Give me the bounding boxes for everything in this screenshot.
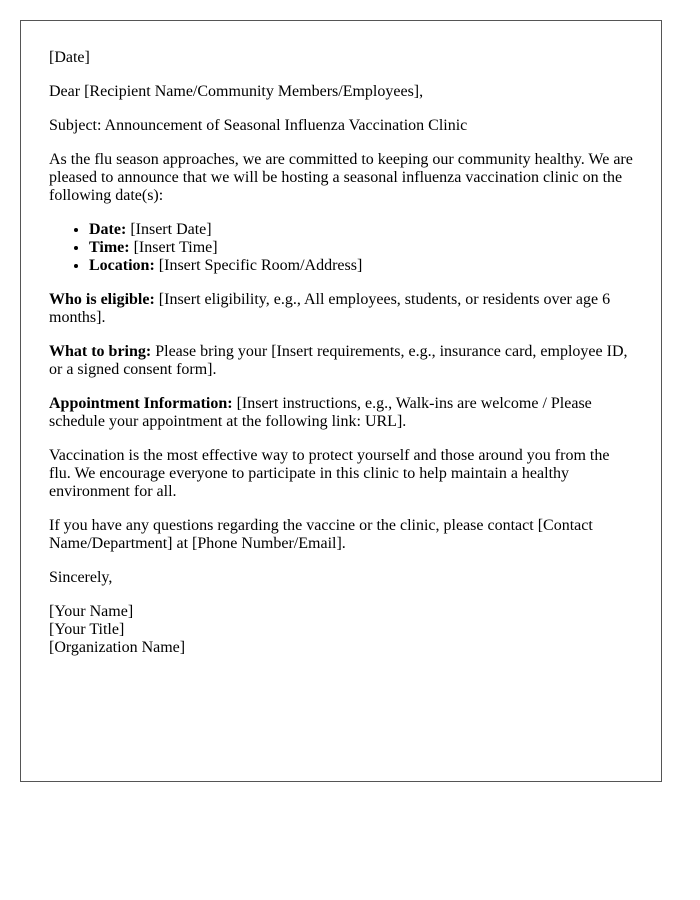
letter	[20, 20, 662, 782]
signature-block	[49, 603, 633, 657]
signature-title: [Your Title]	[49, 621, 125, 638]
clinic-details-list	[49, 221, 633, 275]
detail-date: • Date: [Insert Date]	[89, 221, 633, 239]
eligibility-paragraph: Who is eligible: [Insert eligibility, e.g., All employees, students, or residents over age 6 months].	[49, 291, 611, 326]
contact-paragraph: If you have any questions regarding the vaccine or the clinic, please contact [Contact Name/Department] at [Phone Number/Email].	[49, 517, 593, 552]
salutation: Dear [Recipient Name/Community Members/Employees],	[49, 83, 424, 100]
intro-paragraph: As the flu season approaches, we are committed to keeping our community healthy. We are pleased to announce that we will be hosting a seasonal influenza vaccination clinic on the following date(s):	[49, 151, 633, 204]
closing: Sincerely,	[49, 569, 113, 586]
signature-organization: [Organization Name]	[49, 639, 186, 656]
subject-line: Subject: Announcement of Seasonal Influenza Vaccination Clinic	[49, 117, 468, 134]
letter-date: [Date]	[49, 49, 90, 66]
detail-location: • Location: [Insert Specific Room/Address]	[89, 257, 633, 275]
signature-name: [Your Name]	[49, 603, 134, 620]
encouragement-paragraph: Vaccination is the most effective way to protect yourself and those around you from the flu. We encourage everyone to participate in this clinic to help maintain a healthy environment for all.	[49, 447, 610, 500]
detail-time: • Time: [Insert Time]	[89, 239, 633, 257]
appointment-paragraph: Appointment Information: [Insert instructions, e.g., Walk-ins are welcome / Please schedule your appointment at the following link: URL].	[49, 395, 592, 430]
bring-paragraph: What to bring: Please bring your [Insert requirements, e.g., insurance card, employee ID, or a signed consent form].	[49, 343, 628, 378]
